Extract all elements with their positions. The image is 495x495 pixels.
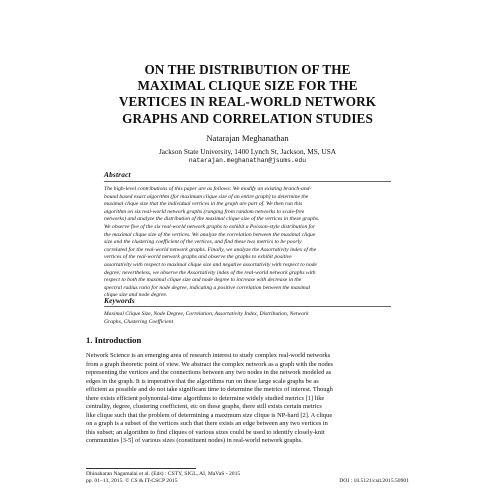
footer-doi: DOI : 10.5121/csit.2015.50901 bbox=[339, 478, 409, 485]
abstract-rule bbox=[104, 181, 391, 182]
paper-title bbox=[60, 62, 435, 127]
footer-proceedings: Dhinaharan Nagamalai et al. (Eds) : CSTY, SIGL, AI, MaVaS - 2015 bbox=[86, 471, 241, 477]
abstract-line: networks) and analyze the distribution of the maximal clique size of the vertices in these graphs. bbox=[104, 216, 320, 223]
abstract-line: assortativity with respect to maximal clique size and negative assortativity with respect to node bbox=[104, 261, 317, 268]
abstract-line: maximal clique size that the individual vertices in the graph are part of. We then run this bbox=[104, 201, 303, 208]
abstract-line: The high-level contributions of this paper are as follows: We modify an existing branch-and- bbox=[104, 186, 312, 192]
intro-line: on a graph is a subset of the vertices such that there exists an edge between any two vertices in bbox=[86, 420, 328, 427]
author-name: Natarajan Meghanathan bbox=[206, 133, 289, 143]
abstract-line: size and the clustering coefficient of the vertices, and find these two metrics to be poorly bbox=[104, 239, 302, 246]
title-line: MAXIMAL CLIQUE SIZE FOR THE bbox=[137, 78, 358, 94]
introduction-heading: 1. Introduction bbox=[86, 335, 142, 345]
abstract-heading: Abstract bbox=[104, 170, 131, 179]
keywords-line: Graphs, Clustering Coefficient bbox=[104, 318, 174, 325]
abstract-body bbox=[104, 186, 391, 300]
title-line: GRAPHS AND CORRELATION STUDIES bbox=[122, 110, 373, 126]
abstract-line: correlated for the real-world network graphs. Finally, we analyze the Assortativity index of the bbox=[104, 246, 317, 253]
introduction-body bbox=[86, 352, 409, 446]
keywords-body bbox=[104, 311, 391, 326]
author-affiliation: Jackson State University, 1400 Lynch St, Jackson, MS, USA bbox=[158, 147, 337, 156]
keywords-heading: Keywords bbox=[104, 296, 135, 305]
abstract-line: the maximal clique size of the vertices. We analyze the correlation between the maximal clique bbox=[104, 231, 316, 238]
footnote-rule bbox=[86, 468, 196, 469]
intro-line: there exists efficient polynomial-time algorithms to determine widely studied metrics [1] like bbox=[86, 394, 325, 402]
intro-line: from a graph theoretic point of view. We abstract the complex network as a graph with the nodes bbox=[86, 360, 334, 368]
abstract-line: clique size and node degree. bbox=[104, 292, 168, 299]
author-email: natarajan.meghanathan@jsums.edu bbox=[188, 157, 307, 164]
intro-line: edges in the graph. It is imperative that the algorithms run on these large scale graphs be as bbox=[86, 377, 319, 385]
intro-line: efficient as possible and do not take significant time to determine the metrics of interest. Though bbox=[86, 386, 333, 393]
abstract-line: algorithm on six real-world network graphs (ranging from random networks to scale-free bbox=[104, 208, 305, 215]
keywords-rule bbox=[104, 306, 391, 307]
abstract-line: bound based exact algorithm (for maximum clique size of an entire graph) to determine the bbox=[104, 193, 309, 200]
intro-line: communities [3-5] of various sizes (constituent nodes) in real-world network graphs. bbox=[86, 437, 303, 444]
abstract-line: respect to both the maximal clique size and node degree to increase with decrease in the bbox=[104, 277, 302, 284]
footer-pages: pp. 01–13, 2015. © CS & IT-CSCP 2015 bbox=[86, 478, 178, 485]
intro-line: Network Science is an emerging area of research interest to study complex real-world networks bbox=[86, 352, 331, 359]
abstract-line: degree; nevertheless, we observe the Assortativity index of the real-world network graphs with bbox=[104, 269, 316, 276]
title-line: ON THE DISTRIBUTION OF THE bbox=[144, 62, 351, 77]
page-footer bbox=[86, 471, 409, 485]
intro-line: representing the vertices and the connections between any two nodes in the network modeled as bbox=[86, 369, 332, 376]
title-line: VERTICES IN REAL-WORLD NETWORK bbox=[118, 94, 377, 110]
abstract-line: We observe five of the six real-world network graphs to exhibit a Poisson-style distribution for bbox=[104, 223, 316, 230]
abstract-line: spectral radius ratio for node degree, indicating a positive correlation between the maximal bbox=[104, 284, 311, 291]
abstract-line: vertices of the real-world network graphs and observe the graphs to exhibit positive bbox=[104, 254, 292, 261]
keywords-line: Maximal Clique Size, Node Degree, Correlation, Assortativity Index, Distribution, Network bbox=[104, 311, 309, 317]
intro-line: like clique such that the problem of determining a maximum size clique is NP-hard [2]. A clique bbox=[86, 411, 333, 419]
intro-line: centrality, degree, clustering coefficient, etc on these graphs, there still exists certain metrics bbox=[86, 403, 322, 410]
intro-line: this subset; an algorithm to find cliques of various sizes could be used to identify closely-knit bbox=[86, 428, 325, 436]
